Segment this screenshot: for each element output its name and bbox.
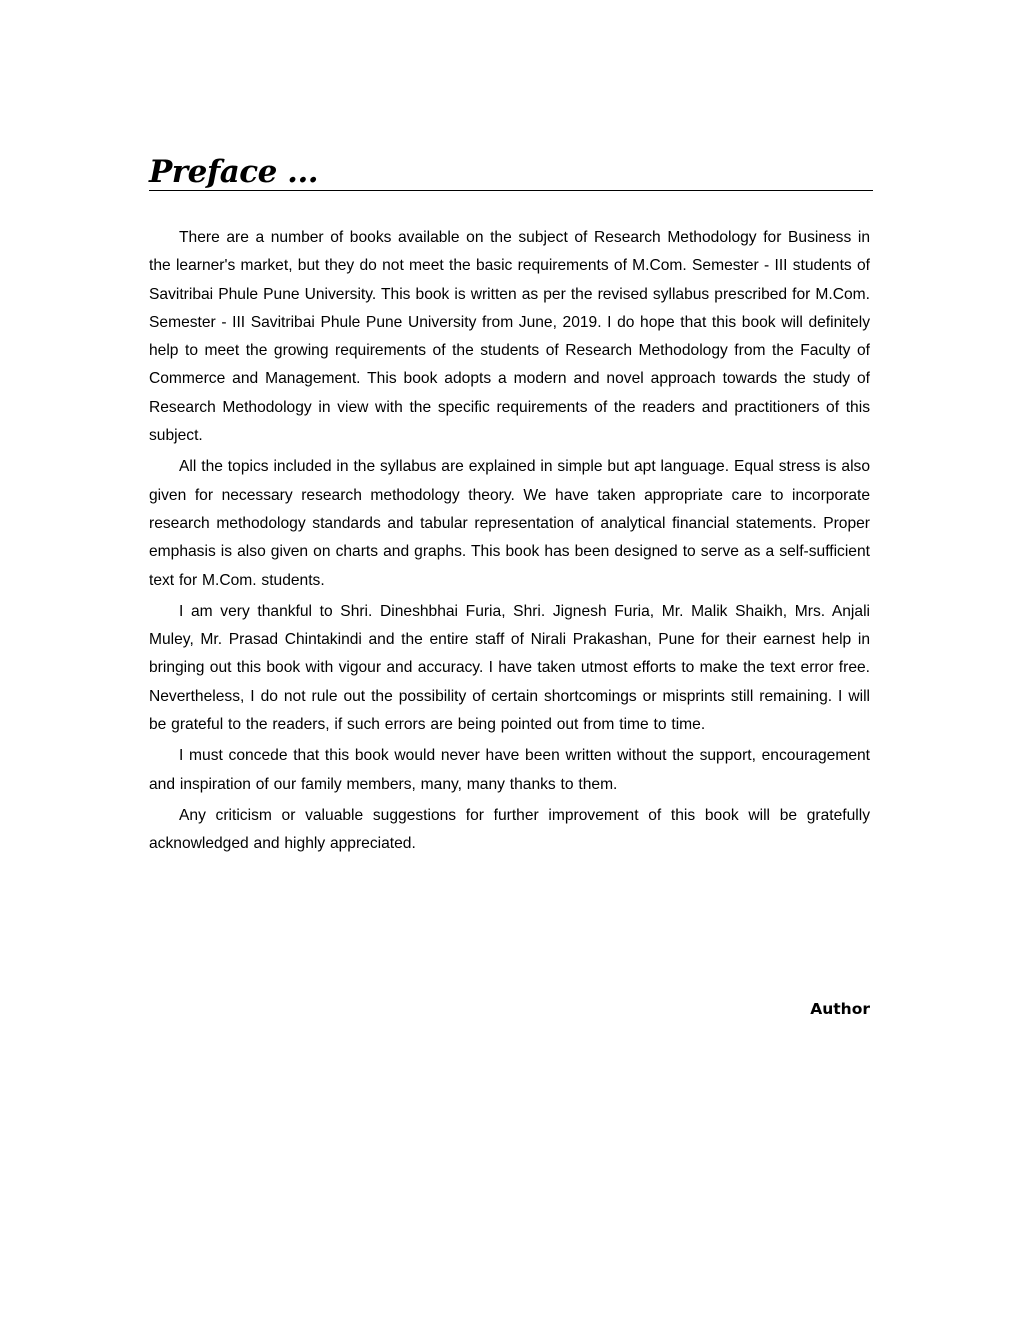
paragraph-1: There are a number of books available on the subject of Research Methodology for Business in the learner's market, but they do not meet the basic requirements of M.Com. Semester - III students of Savitribai Phule Pune University. This book is written as per the revised syllabus prescribed for M.Com. Semester - III Savitribai Phule Pune University from June, 2019. I do hope that this book will definitely help to meet the growing requirements of the students of Research Methodology from the Faculty of Commerce and Management. This book adopts a modern and novel approach towards the study of Research Methodology in view with the specific requirements of the readers and practitioners of this subject. <box>149 229 870 445</box>
paragraph-4: I must concede that this book would never have been written without the support, encouragement and inspiration of our family members, many, many thanks to them. <box>149 747 870 793</box>
heading-rule <box>149 146 873 191</box>
preface-body <box>149 224 870 862</box>
paragraph-2: All the topics included in the syllabus are explained in simple but apt language. Equal stress is also given for necessary research methodology theory. We have taken appropriate care to incorporate research methodology standards and tabular representation of analytical financial statements. Proper emphasis is also given on charts and graphs. This book has been designed to serve as a self-sufficient text for M.Com. students. <box>149 458 870 589</box>
page-title: Preface ... <box>149 154 319 190</box>
paragraph-3: I am very thankful to Shri. Dineshbhai Furia, Shri. Jignesh Furia, Mr. Malik Shaikh, Mrs. Anjali Muley, Mr. Prasad Chintakindi and the entire staff of Nirali Prakashan, Pune for their earnest help in bringing out this book with vigour and accuracy. I have taken utmost efforts to make the text error free. Nevertheless, I do not rule out the possibility of certain shortcomings or misprints still remaining. I will be grateful to the readers, if such errors are being pointed out from time to time. <box>149 602 870 734</box>
paragraph-5: Any criticism or valuable suggestions for further improvement of this book will be gratefully acknowledged and highly appreciated. <box>149 806 870 853</box>
author-signature: Author <box>810 1000 870 1018</box>
